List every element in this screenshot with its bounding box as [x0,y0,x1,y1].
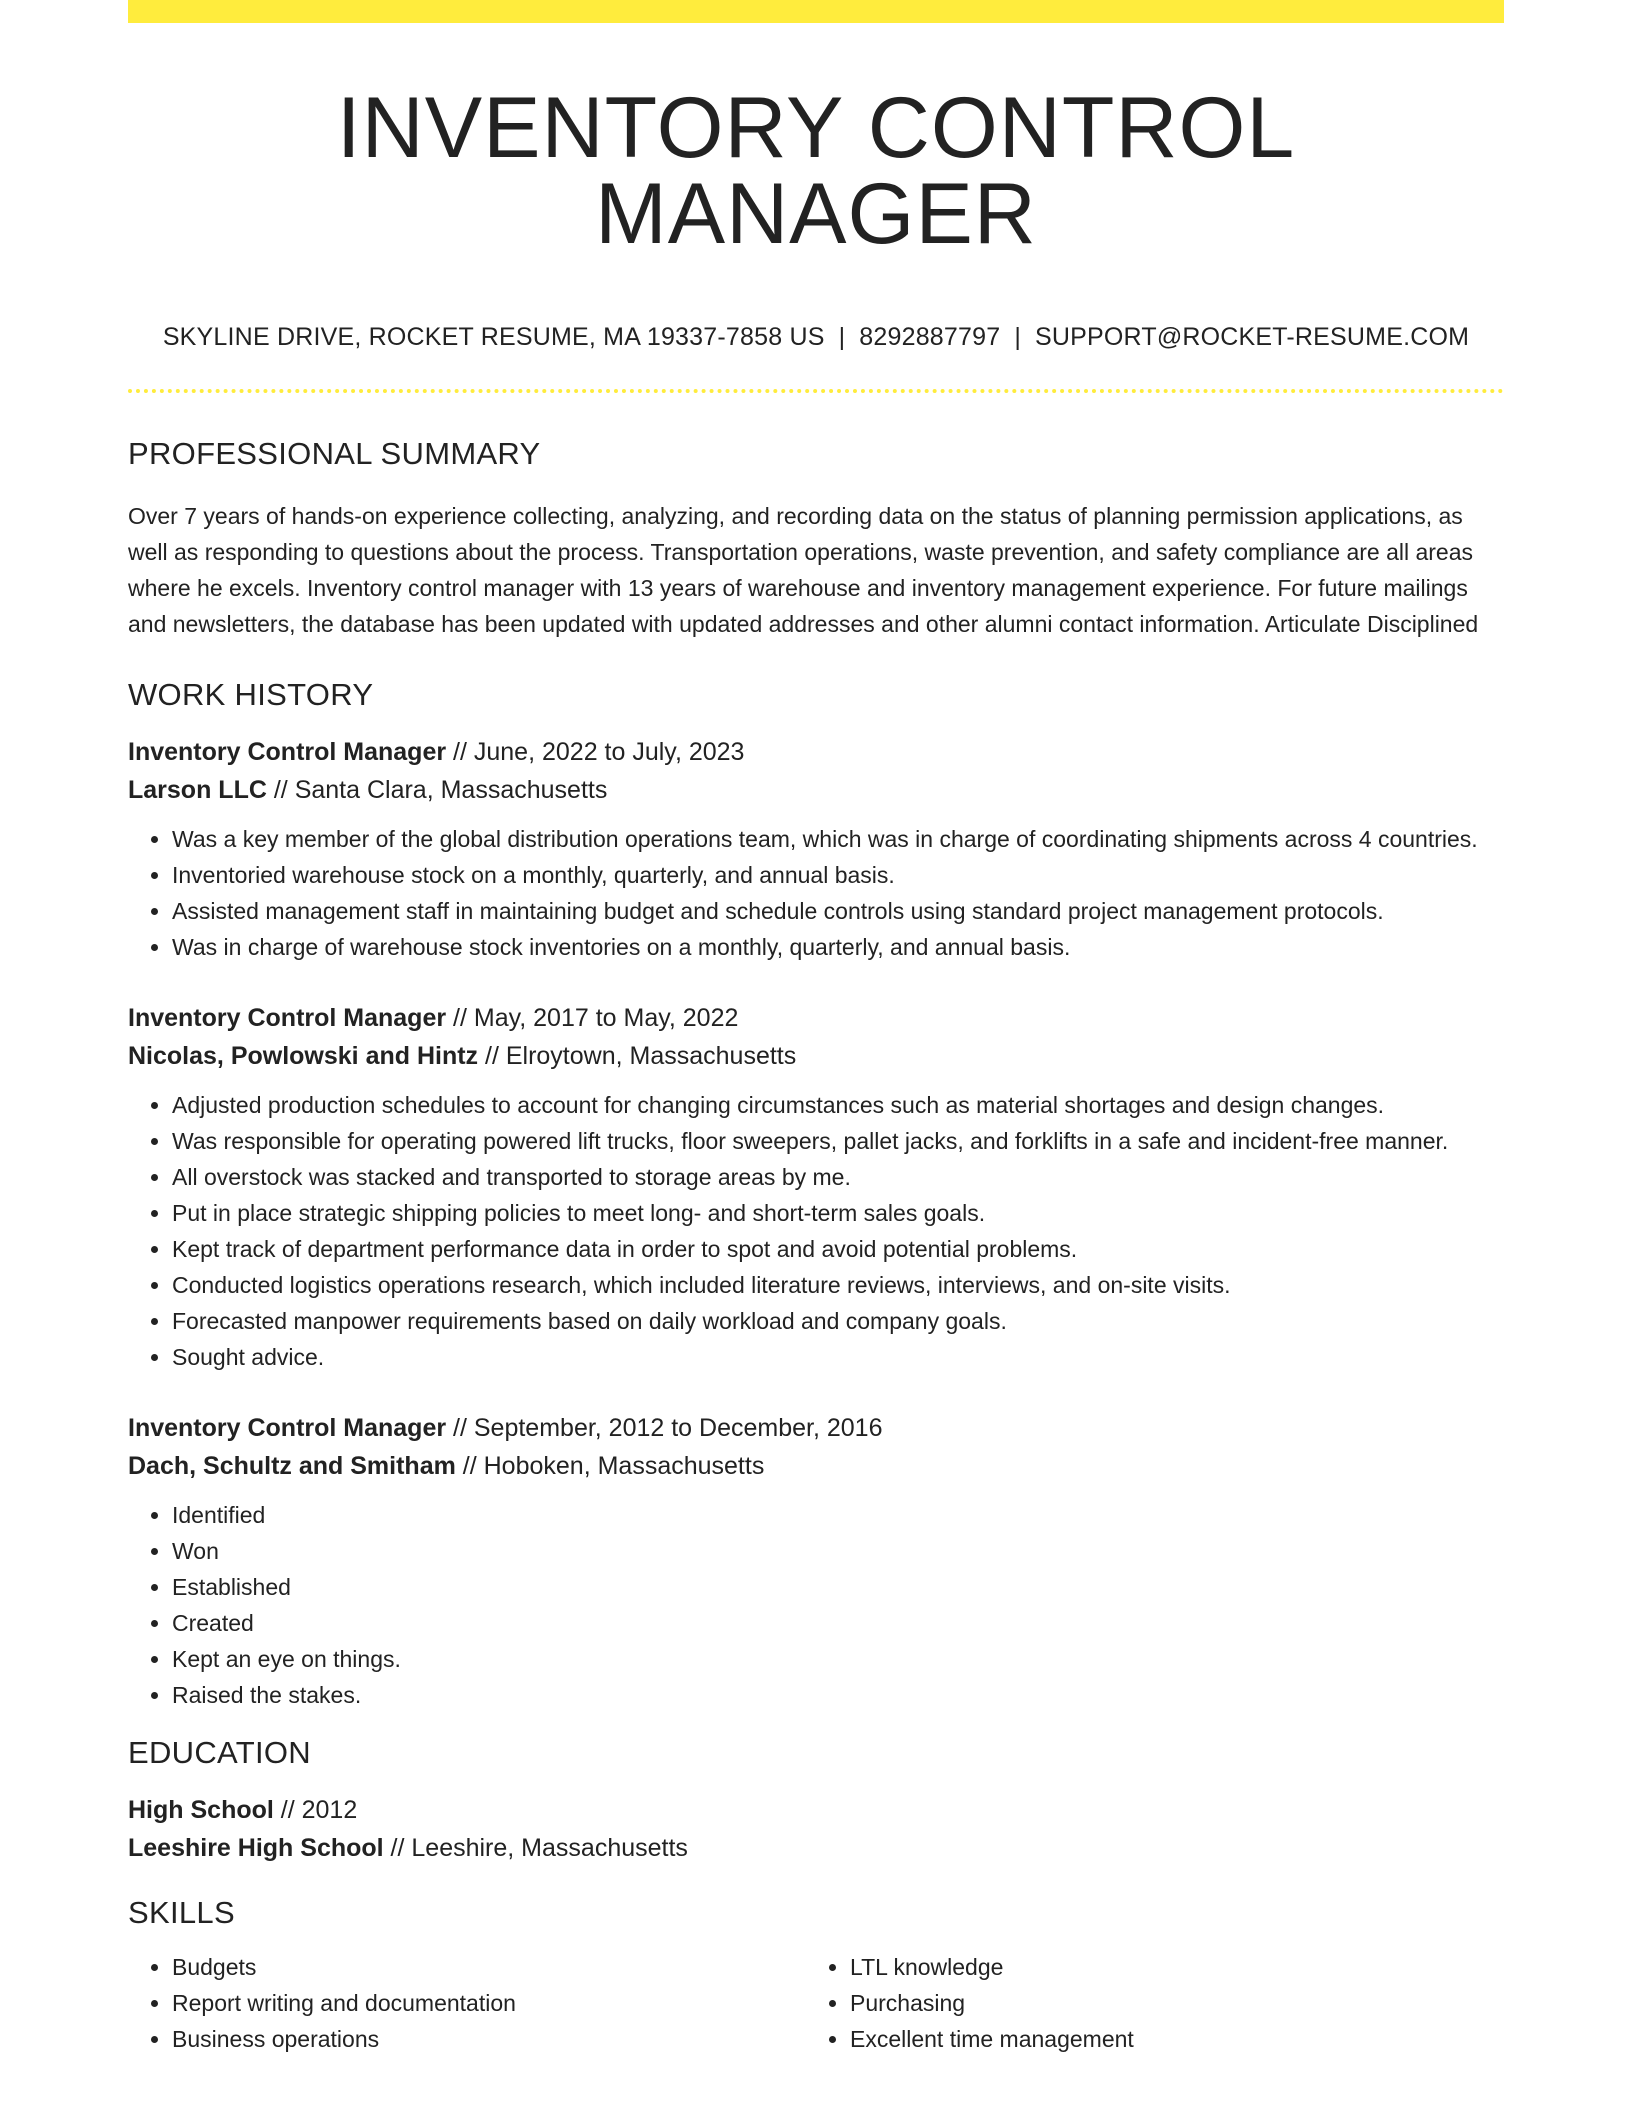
job-title-line [128,733,1504,771]
list-item: • Won [172,1533,1504,1569]
contact-phone: 8292887797 [859,323,1001,351]
contact-address: SKYLINE DRIVE, ROCKET RESUME, MA 19337-7858 US [162,323,825,351]
job-dates: // May, 2017 to May, 2022 [446,1004,739,1032]
list-item: • Was a key member of the global distribution operations team, which was in charge of coordinating shipments across 4 countries. [172,821,1504,857]
education-entry [128,1791,1504,1867]
list-item: • Adjusted production schedules to account for changing circumstances such as material shortages and design changes. [172,1087,1504,1123]
job-location: // Santa Clara, Massachusetts [266,776,608,804]
list-item: • Excellent time management [850,2021,1484,2057]
job-dates: // September, 2012 to December, 2016 [446,1414,883,1442]
list-item: • Created [172,1605,1504,1641]
list-item: • Budgets [172,1949,806,1985]
education-degree: High School [128,1796,274,1824]
list-item: • Was in charge of warehouse stock inventories on a monthly, quarterly, and annual basis. [172,929,1504,965]
job-bullets [128,1497,1504,1713]
job-company-line [128,771,1504,809]
contact-separator: | [1014,323,1022,351]
list-item: • Raised the stakes. [172,1677,1504,1713]
contact-line [128,323,1504,352]
summary-title: PROFESSIONAL SUMMARY [128,436,541,471]
list-item: • Conducted logistics operations research, which included literature reviews, interviews, and on-site visits. [172,1267,1504,1303]
education-degree-line [128,1791,1504,1829]
job-location: // Elroytown, Massachusetts [478,1042,797,1070]
job-title-line [128,999,1504,1037]
list-item: • Sought advice. [172,1339,1504,1375]
skills-list-right [806,1949,1484,2057]
education-location: // Leeshire, Massachusetts [383,1834,688,1862]
skills-columns [128,1949,1504,2057]
skills-title: SKILLS [128,1895,235,1930]
list-item: • Established [172,1569,1504,1605]
list-item: • Was responsible for operating powered lift trucks, floor sweepers, pallet jacks, and forklifts in a safe and incident-free manner. [172,1123,1504,1159]
job-title-line [128,1409,1504,1447]
resume-name: INVENTORY CONTROL MANAGER [336,80,1296,262]
list-item: • Purchasing [850,1985,1484,2021]
job-company: Larson LLC [128,776,267,804]
job-dates: // June, 2022 to July, 2023 [446,738,745,766]
list-item: • Inventoried warehouse stock on a monthly, quarterly, and annual basis. [172,857,1504,893]
job-role: Inventory Control Manager [128,1414,447,1442]
list-item: • Report writing and documentation [172,1985,806,2021]
job-role: Inventory Control Manager [128,1004,447,1032]
education-school-line [128,1829,1504,1867]
job-bullets [128,821,1504,965]
list-item: • Business operations [172,2021,806,2057]
job-role: Inventory Control Manager [128,738,447,766]
list-item: • Kept an eye on things. [172,1641,1504,1677]
job-company: Nicolas, Powlowski and Hintz [128,1042,479,1070]
contact-separator: | [838,323,846,351]
work-history-title: WORK HISTORY [128,677,374,712]
job-bullets [128,1087,1504,1375]
skills-list-left [128,1949,806,2057]
job-entry [128,733,1504,965]
contact-email: SUPPORT@ROCKET-RESUME.COM [1035,323,1470,351]
list-item: • Identified [172,1497,1504,1533]
list-item: • Kept track of department performance data in order to spot and avoid potential problems. [172,1231,1504,1267]
job-entry [128,999,1504,1375]
job-company-line [128,1037,1504,1075]
list-item: • Forecasted manpower requirements based on daily workload and company goals. [172,1303,1504,1339]
list-item: • Assisted management staff in maintaining budget and schedule controls using standard project management protocols. [172,893,1504,929]
list-item: • LTL knowledge [850,1949,1484,1985]
education-year: // 2012 [273,1796,358,1824]
resume-page [128,0,1504,2057]
job-company-line [128,1447,1504,1485]
list-item: • All overstock was stacked and transported to storage areas by me. [172,1159,1504,1195]
job-entry [128,1409,1504,1713]
top-accent-bar [128,0,1504,23]
summary-text: Over 7 years of hands-on experience collecting, analyzing, and recording data on the status of planning permission applications, as well as responding to questions about the process. Transportation operations, waste prevention, and safety compliance are all areas where he excels. Inventory control manager with 13 years of warehouse and inventory management experience. For future mailings and newsletters, the database has been updated with updated addresses and other alumni contact information. Articulate Disciplined [128,503,1479,637]
education-title: EDUCATION [128,1735,311,1770]
dotted-divider [128,389,1504,393]
list-item: • Put in place strategic shipping policies to meet long- and short-term sales goals. [172,1195,1504,1231]
job-company: Dach, Schultz and Smitham [128,1452,456,1480]
job-location: // Hoboken, Massachusetts [455,1452,765,1480]
education-school: Leeshire High School [128,1834,384,1862]
